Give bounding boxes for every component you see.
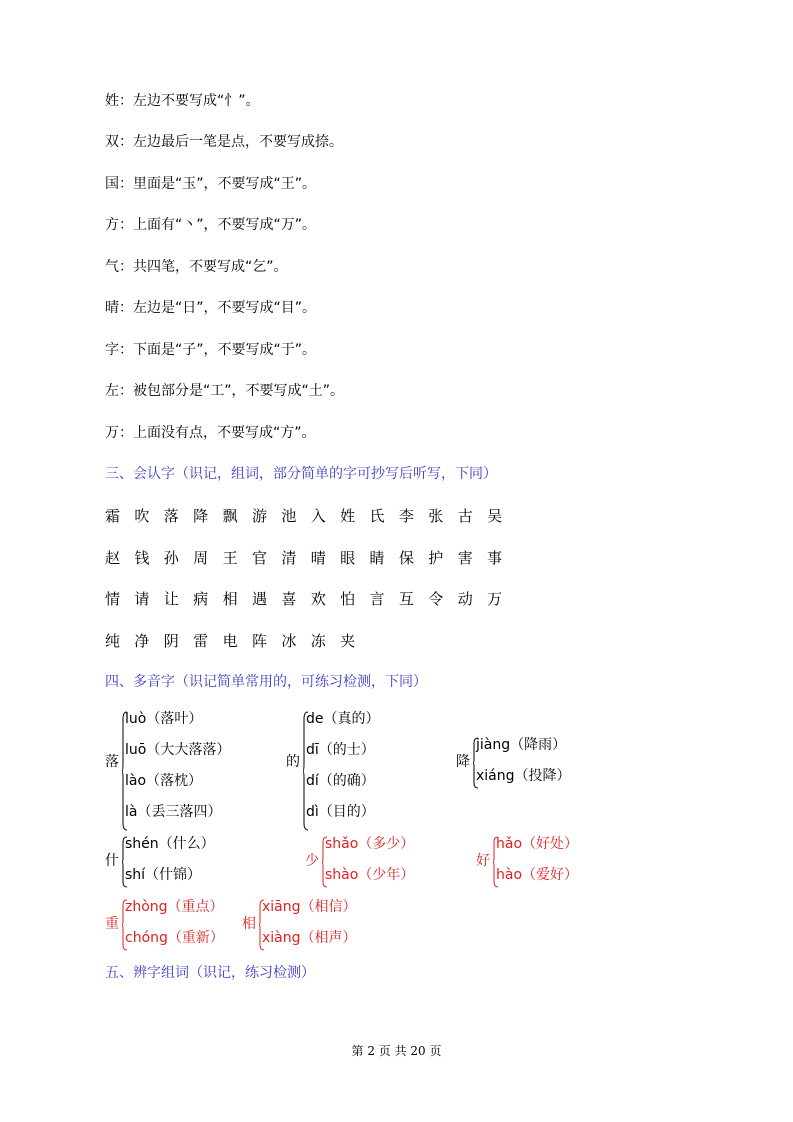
char: 睛 [369,549,385,567]
polyphone-reading: shí（什锦） [125,867,202,883]
char: 吹 [134,507,150,525]
section3-heading: 三、会认字（识记，组词，部分简单的字可抄写后听写，下同） [105,466,497,482]
char-row [105,589,516,609]
char: 吴 [487,507,503,525]
polyphone-reading: dì（目的） [306,804,375,820]
polyphone-group [305,834,445,896]
rule-line: 万：上面没有点，不要写成“方”。 [105,425,316,441]
polyphone-group [286,709,406,833]
char: 万 [487,590,503,608]
char: 事 [487,549,503,567]
char: 欢 [310,590,326,608]
polyphone-char: 的 [286,754,300,770]
char: 纯 [105,632,121,650]
char: 阵 [251,632,267,650]
char: 请 [134,590,150,608]
rule-line: 字：下面是“子”，不要写成“于”。 [105,342,317,358]
char: 周 [193,549,209,567]
polyphone-reading: dí（的确） [306,773,375,789]
polyphone-char: 相 [242,916,256,932]
char: 雷 [193,632,209,650]
char: 飘 [222,507,238,525]
page-footer: 第 2 页 共 20 页 [351,1044,442,1058]
char: 遇 [251,590,267,608]
polyphone-group [105,709,275,833]
char-row [105,631,370,651]
polyphone-reading: dī（的士） [306,742,375,758]
char: 护 [428,549,444,567]
char: 冻 [310,632,326,650]
polyphone-char: 降 [456,754,470,770]
polyphone-char: 少 [305,853,319,869]
polyphone-reading: hǎo（好处） [496,836,579,852]
char: 互 [398,590,414,608]
polyphone-reading: shào（少年） [325,867,415,883]
char-row [105,548,516,568]
char: 让 [163,590,179,608]
char: 情 [105,590,121,608]
polyphone-group [456,735,596,797]
char: 清 [281,549,297,567]
polyphone-reading: de（真的） [306,711,380,727]
char: 动 [457,590,473,608]
char: 入 [310,507,326,525]
polyphone-char: 好 [476,853,490,869]
rule-line: 姓：左边不要写成“忄”。 [105,93,260,109]
char: 眼 [340,549,356,567]
polyphone-reading: xiàng（相声） [262,930,357,946]
char: 怕 [340,590,356,608]
char: 言 [369,590,385,608]
char: 游 [251,507,267,525]
char: 降 [193,507,209,525]
char: 喜 [281,590,297,608]
polyphone-reading: jiàng（降雨） [476,737,567,753]
char-row [105,506,516,526]
section5-heading: 五、辨字组词（识记，练习检测） [105,965,315,981]
char: 夹 [340,632,356,650]
char: 相 [222,590,238,608]
char: 霜 [105,507,121,525]
polyphone-reading: xiáng（投降） [476,768,571,784]
char: 池 [281,507,297,525]
char: 赵 [105,549,121,567]
rule-line: 晴：左边是“日”，不要写成“目”。 [105,300,317,316]
polyphone-group [242,897,377,959]
char: 官 [251,549,267,567]
char: 令 [428,590,444,608]
polyphone-char: 重 [105,916,119,932]
char: 钱 [134,549,150,567]
polyphone-reading: chóng（重新） [125,930,224,946]
polyphone-reading: shén（什么） [125,836,215,852]
section4-heading: 四、多音字（识记简单常用的，可练习检测，下同） [105,674,427,690]
polyphone-group [105,834,245,896]
char: 古 [457,507,473,525]
polyphone-char: 落 [105,754,119,770]
char: 阴 [163,632,179,650]
char: 姓 [340,507,356,525]
char: 保 [398,549,414,567]
char: 李 [398,507,414,525]
char: 孙 [163,549,179,567]
rule-line: 双：左边最后一笔是点，不要写成捺。 [105,134,343,150]
char: 晴 [310,549,326,567]
char: 张 [428,507,444,525]
char: 冰 [281,632,297,650]
polyphone-group [105,897,240,959]
rule-line: 国：里面是“玉”，不要写成“王”。 [105,176,317,192]
char: 净 [134,632,150,650]
polyphone-reading: zhòng（重点） [125,899,224,915]
polyphone-reading: shǎo（多少） [325,836,415,852]
polyphone-reading: là（丢三落四） [125,804,222,820]
polyphone-reading: lào（落枕） [125,773,203,789]
polyphone-char: 什 [105,853,119,869]
char: 氏 [369,507,385,525]
char: 王 [222,549,238,567]
char: 病 [193,590,209,608]
char: 害 [457,549,473,567]
rule-line: 气：共四笔，不要写成“乞”。 [105,259,288,275]
polyphone-reading: luō（大大落落） [125,742,231,758]
polyphone-reading: luò（落叶） [125,711,203,727]
polyphone-group [476,834,616,896]
rule-line: 方：上面有“丶”，不要写成“万”。 [105,217,317,233]
rule-line: 左：被包部分是“工”，不要写成“土”。 [105,383,345,399]
polyphone-reading: hào（爱好） [496,867,579,883]
polyphone-reading: xiāng（相信） [262,899,357,915]
char: 电 [222,632,238,650]
char: 落 [163,507,179,525]
